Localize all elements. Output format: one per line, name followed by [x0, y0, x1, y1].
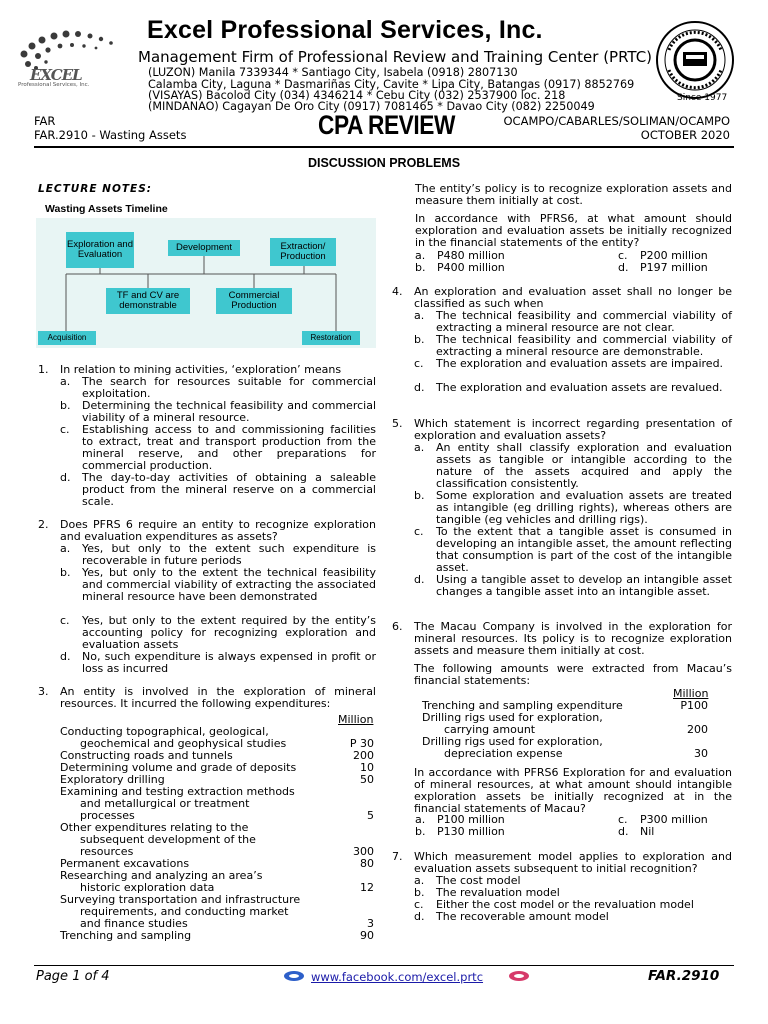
page-number: Page 1 of 4	[36, 969, 110, 984]
expenditure-value: 200	[353, 749, 374, 762]
timeline-box-extraction: Extraction/ Production	[270, 238, 336, 266]
answer-letter: c.	[618, 249, 628, 262]
module-title: FAR.2910 - Wasting Assets	[34, 128, 187, 142]
lecture-notes-heading: LECTURE NOTES:	[38, 183, 152, 195]
option-letter: d.	[414, 381, 425, 394]
question-stem: In relation to mining activities, ‘exploration’ means	[60, 363, 342, 376]
option-text: Using a tangible asset to develop an intangible asset changes a tangible asset into an intangible asset.	[436, 573, 732, 598]
answer-choice: P400 million	[437, 261, 505, 274]
question-number: 7.	[392, 850, 403, 863]
question-prompt: In accordance with PFRS6 Exploration for and evaluation of mineral resources, at what amount should intangible exploration assets be initially recognized at in the financial statements of Macau?	[414, 766, 732, 815]
amount-label: Trenching and sampling expenditure	[422, 699, 623, 712]
answer-choice: P100 million	[437, 813, 505, 826]
option-text: The technical feasibility and commercial viability of extracting a mineral resource are not clear.	[436, 309, 732, 334]
option-letter: d.	[60, 650, 71, 663]
expenditure-label: geochemical and geophysical studies	[80, 737, 287, 750]
authors: OCAMPO/CABARLES/SOLIMAN/OCAMPO	[503, 114, 730, 128]
expenditure-value: 80	[360, 857, 374, 870]
option-text: Determining the technical feasibility and commercial viability of a mineral resource.	[82, 399, 376, 424]
option-letter: c.	[60, 423, 70, 436]
expenditure-label: Exploratory drilling	[60, 773, 165, 786]
expenditure-value: 90	[360, 929, 374, 942]
option-text: The cost model	[436, 874, 521, 887]
column-header: Million	[338, 713, 374, 726]
seal-icon	[655, 20, 735, 100]
option-text: The recoverable amount model	[436, 910, 609, 923]
expenditure-label: Examining and testing extraction methods	[60, 785, 295, 798]
question-number: 6.	[392, 620, 403, 633]
since-year: Since 1977	[677, 93, 728, 103]
option-text: The day-to-day activities of obtaining a saleable product from the mineral reserve on a commercial scale.	[82, 471, 376, 508]
page-title: DISCUSSION PROBLEMS	[307, 156, 461, 170]
answer-letter: c.	[618, 813, 628, 826]
expenditure-label: Constructing roads and tunnels	[60, 749, 233, 762]
facebook-link[interactable]: www.facebook.com/excel.prtc	[311, 970, 484, 984]
expenditure-label: Surveying transportation and infrastructure	[60, 893, 301, 906]
answer-letter: b.	[415, 261, 426, 274]
expenditure-label: and metallurgical or treatment	[80, 797, 250, 810]
answer-choice: P480 million	[437, 249, 505, 262]
answer-choice: P130 million	[437, 825, 505, 838]
expenditure-label: Conducting topographical, geological,	[60, 725, 269, 738]
option-text: The exploration and evaluation assets are revalued.	[436, 381, 723, 394]
date: OCTOBER 2020	[640, 128, 730, 142]
option-letter: a.	[414, 309, 425, 322]
expenditure-value: P 30	[349, 737, 374, 750]
option-letter: b.	[60, 566, 71, 579]
expenditure-label: and finance studies	[80, 917, 188, 930]
option-text: Yes, but only to the extent the technical feasibility and commercial viability of extracting the associated mineral resource have been demonstrated	[82, 566, 376, 603]
option-letter: a.	[60, 375, 71, 388]
cpa-review-banner: CPA REVIEW	[318, 110, 455, 140]
amount-value: P100	[680, 699, 708, 712]
answer-choice: P200 million	[640, 249, 708, 262]
answer-letter: b.	[415, 825, 426, 838]
option-letter: c.	[60, 614, 70, 627]
question-stem: Which statement is incorrect regarding presentation of exploration and evaluation assets?	[414, 417, 732, 442]
question-continued: The entity’s policy is to recognize exploration assets and measure them initially at cost.	[415, 182, 732, 207]
option-letter: a.	[414, 874, 425, 887]
question-stem: Which measurement model applies to exploration and evaluation assets subsequent to initial recognition?	[414, 850, 732, 875]
option-letter: a.	[414, 441, 425, 454]
option-letter: d.	[414, 573, 425, 586]
question-number: 4.	[392, 285, 403, 298]
expenditure-label: Permanent excavations	[60, 857, 190, 870]
expenditure-value: 50	[360, 773, 374, 786]
question-number: 2.	[38, 518, 49, 531]
answer-letter: a.	[415, 813, 426, 826]
amount-label: Drilling rigs used for exploration,	[422, 735, 603, 748]
option-text: Yes, but only to the extent such expenditure is recoverable in future periods	[82, 542, 376, 567]
answer-choice: Nil	[640, 825, 655, 838]
option-letter: d.	[414, 910, 425, 923]
question-number: 5.	[392, 417, 403, 430]
option-text: Yes, but only to the extent required by the entity’s accounting policy for recognizing exploration and evaluation assets	[82, 614, 376, 651]
column-header: Million	[673, 687, 709, 700]
footer-code: FAR.2910	[648, 968, 720, 984]
expenditure-label: requirements, and conducting market	[80, 905, 289, 918]
option-text: The search for resources suitable for commercial exploitation.	[82, 375, 376, 400]
question-text: The following amounts were extracted from Macau’s financial statements:	[414, 662, 732, 687]
expenditure-label: resources	[80, 845, 134, 858]
chevron-left-icon	[283, 970, 305, 982]
expenditure-value: 300	[353, 845, 374, 858]
option-letter: d.	[60, 471, 71, 484]
option-letter: c.	[414, 525, 424, 538]
expenditure-label: historic exploration data	[80, 881, 215, 894]
option-letter: c.	[414, 898, 424, 911]
amount-value: 200	[687, 723, 708, 736]
amount-label: depreciation expense	[444, 747, 563, 760]
timeline-box-exploration: Exploration and Evaluation	[66, 232, 134, 268]
question-number: 3.	[38, 685, 49, 698]
address-line: Calamba City, Laguna * Dasmariñas City, Cavite * Lipa City, Batangas (0917) 8852769	[148, 78, 635, 91]
amount-label: Drilling rigs used for exploration,	[422, 711, 603, 724]
question-number: 1.	[38, 363, 49, 376]
address-line: (VISAYAS) Bacolod City (034) 4346214 * Cebu City (032) 2537900 loc. 218	[148, 89, 566, 102]
expenditure-label: Trenching and sampling	[60, 929, 192, 942]
timeline-box-development: Development	[168, 240, 240, 256]
question-prompt: In accordance with PFRS6, at what amount should exploration and evaluation assets be initially recognized in the financial statements of the entity?	[415, 212, 732, 249]
option-letter: a.	[60, 542, 71, 555]
amount-label: carrying amount	[444, 723, 536, 736]
expenditure-label: Other expenditures relating to the	[60, 821, 249, 834]
footer-divider	[34, 965, 734, 966]
logo-tagline: Professional Services, Inc.	[18, 82, 90, 88]
expenditure-value: 12	[360, 881, 374, 894]
answer-letter: d.	[618, 825, 629, 838]
option-letter: b.	[414, 333, 425, 346]
amount-value: 30	[694, 747, 708, 760]
header-divider	[34, 146, 734, 148]
option-text: Establishing access to and commissioning facilities to extract, treat and transport production from the mineral reserve, and other preparations for commercial production.	[82, 423, 376, 472]
question-stem: Does PFRS 6 require an entity to recognize exploration and evaluation expenditures as assets?	[60, 518, 376, 543]
firm-name: Excel Professional Services, Inc.	[147, 16, 543, 44]
option-text: To the extent that a tangible asset is consumed in developing an intangible asset, the amount reflecting that consumption is part of the cost of the intangible asset.	[436, 525, 732, 574]
expenditure-label: Determining volume and grade of deposits	[60, 761, 297, 774]
timeline-box-tf-cv: TF and CV are demonstrable	[106, 288, 190, 314]
address-line: (MINDANAO) Cagayan De Oro City (0917) 7081465 * Davao City (082) 2250049	[148, 100, 595, 113]
option-text: Either the cost model or the revaluation model	[436, 898, 694, 911]
subject-code: FAR	[34, 114, 56, 128]
expenditure-value: 10	[360, 761, 374, 774]
option-text: Some exploration and evaluation assets are treated as intangible (eg drilling rights), whereas others are tangible (eg vehicles and drilling rigs).	[436, 489, 732, 526]
question-stem: The Macau Company is involved in the exploration for mineral resources. Its policy is to recognize exploration assets and measure them initially at cost.	[414, 620, 732, 657]
timeline-box-restoration: Restoration	[302, 331, 360, 345]
timeline-box-commercial: Commercial Production	[216, 288, 292, 314]
option-text: The technical feasibility and commercial viability of extracting a mineral resource are demonstrable.	[436, 333, 732, 358]
timeline-title: Wasting Assets Timeline	[45, 203, 168, 215]
answer-choice: P197 million	[640, 261, 708, 274]
address-line: (LUZON) Manila 7339344 * Santiago City, Isabela (0918) 2807130	[148, 66, 518, 79]
option-text: No, such expenditure is always expensed in profit or loss as incurred	[82, 650, 376, 675]
question-stem: An exploration and evaluation asset shall no longer be classified as such when	[414, 285, 732, 310]
answer-choice: P300 million	[640, 813, 708, 826]
answer-letter: d.	[618, 261, 629, 274]
option-letter: b.	[60, 399, 71, 412]
timeline-diagram	[36, 218, 376, 348]
expenditure-label: subsequent development of the	[80, 833, 256, 846]
question-stem: An entity is involved in the exploration of mineral resources. It incurred the following expenditures:	[60, 685, 376, 710]
logo-wordmark: EXCEL	[30, 66, 82, 84]
expenditure-label: processes	[80, 809, 135, 822]
expenditure-value: 5	[367, 809, 374, 822]
answer-letter: a.	[415, 249, 426, 262]
option-letter: b.	[414, 886, 425, 899]
expenditure-value: 3	[367, 917, 374, 930]
option-text: An entity shall classify exploration and evaluation assets as tangible or intangible according to the nature of the assets acquired and apply the classification consistently.	[436, 441, 732, 490]
timeline-box-acquisition: Acquisition	[38, 331, 96, 345]
chevron-right-icon	[508, 970, 530, 982]
option-text: The revaluation model	[436, 886, 560, 899]
option-letter: c.	[414, 357, 424, 370]
firm-subtitle: Management Firm of Professional Review and Training Center (PRTC)	[138, 48, 653, 66]
expenditure-label: Researching and analyzing an area’s	[60, 869, 263, 882]
option-text: The exploration and evaluation assets are impaired.	[436, 357, 724, 370]
option-letter: b.	[414, 489, 425, 502]
